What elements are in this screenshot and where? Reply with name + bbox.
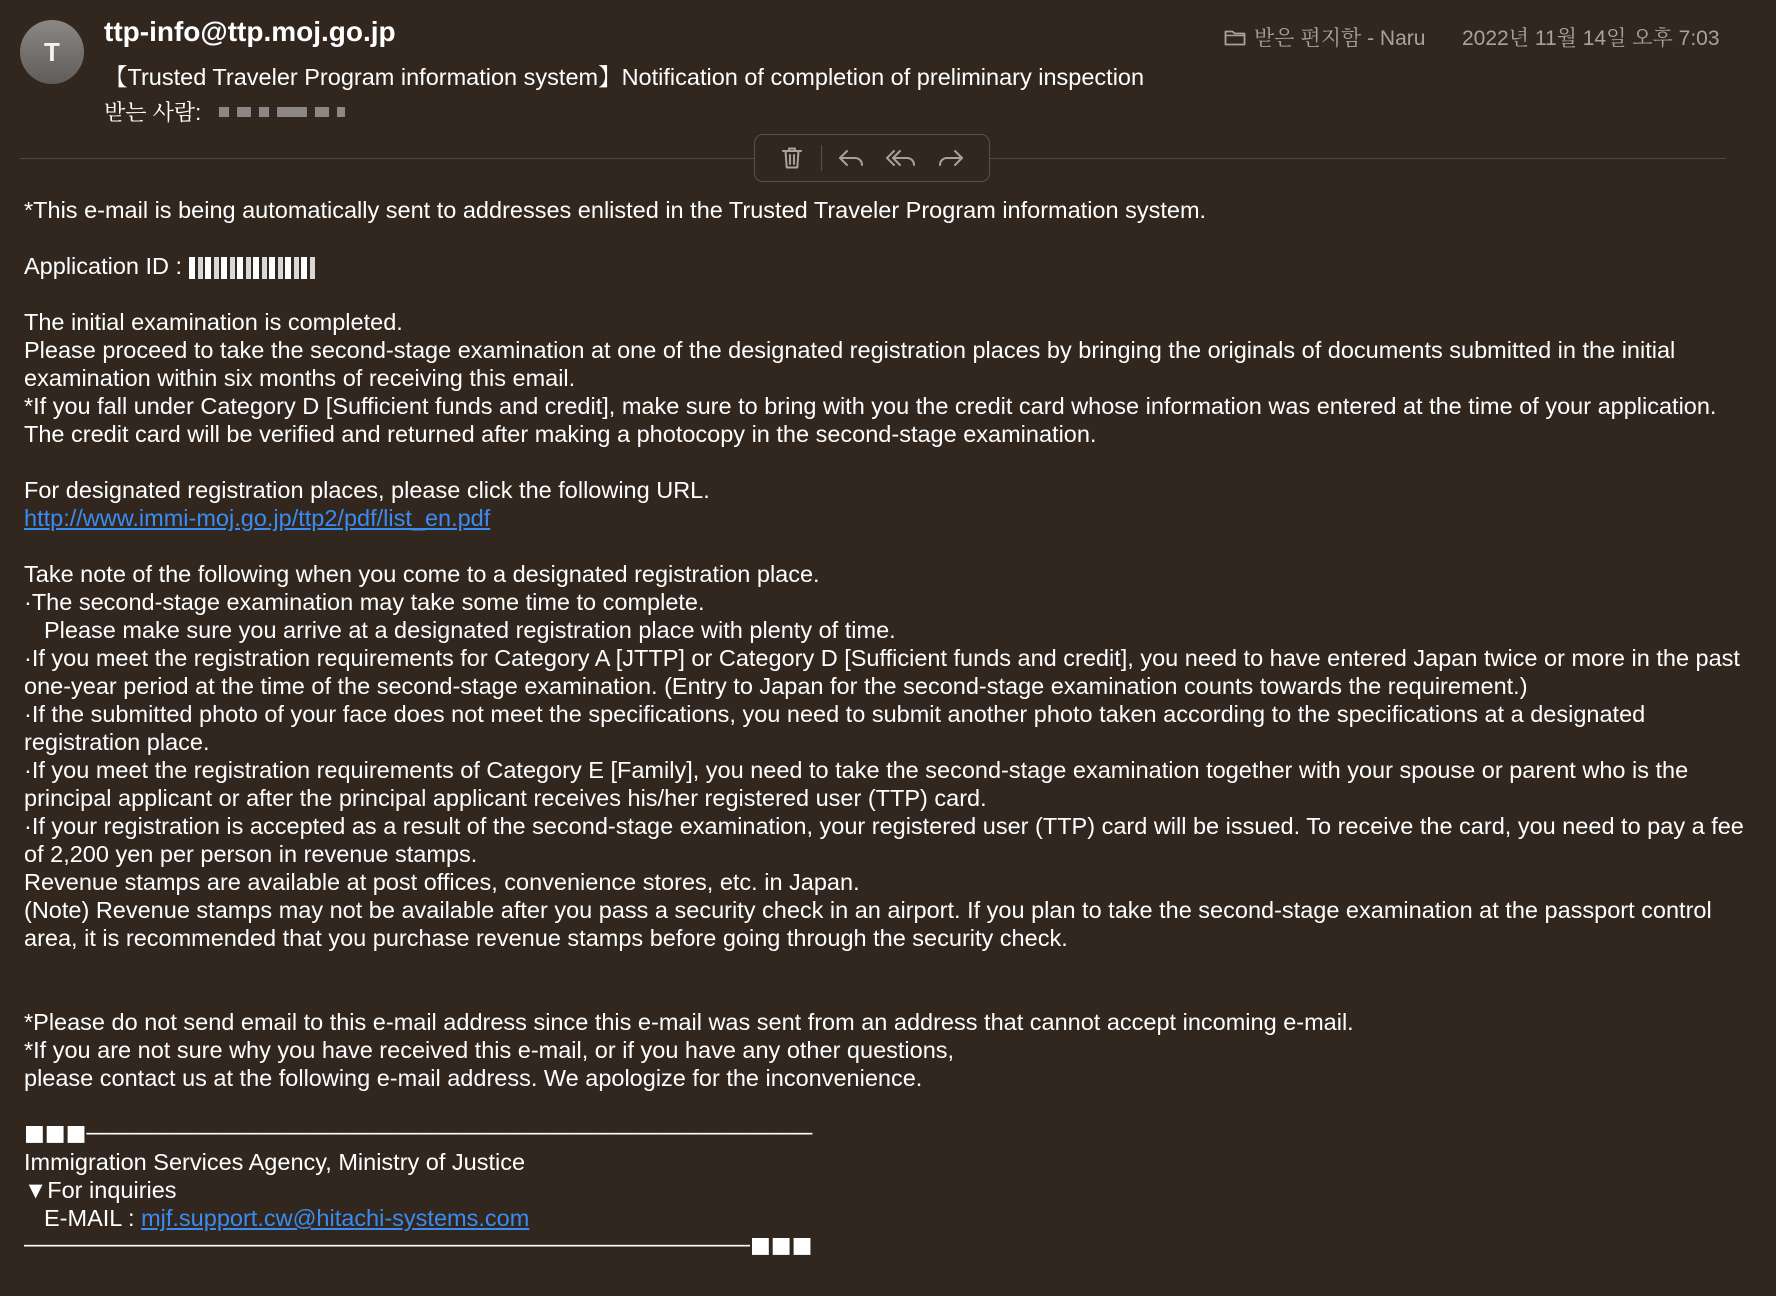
signature-separator-bottom: ―――――――――――――――――――――――――――――――――■■■ [24, 1233, 813, 1258]
proceed-text: Please proceed to take the second-stage examination at one of the designated registration places by bringing the originals of documents submitted in the initial examination within six months of receiving this email. [24, 337, 1676, 391]
note-item: ·If you meet the registration requirements for Category A [JTTP] or Category D [Sufficient funds and credit], you need to have entered Japan twice or more in the past one-year period at the time of the second-stage examination. (Entry to Japan for the second-stage examination counts towards the requirement.) [24, 645, 1740, 699]
reply-all-button[interactable] [876, 138, 926, 178]
message-toolbar [754, 134, 990, 182]
note-item: Revenue stamps are available at post offices, convenience stores, etc. in Japan. [24, 869, 860, 895]
reply-all-icon [885, 147, 917, 169]
note-item: ·If your registration is accepted as a result of the second-stage examination, your registered user (TTP) card will be issued. To receive the card, you need to pay a fee of 2,200 yen per person in revenue stamps. [24, 813, 1744, 867]
mailbox-location [1224, 22, 1425, 52]
trash-icon [781, 146, 803, 170]
redacted-recipients [219, 107, 345, 117]
category-d-text: *If you fall under Category D [Sufficient funds and credit], make sure to bring with you the credit card whose information was entered at the time of your application. The credit card will be verified and returned after making a photocopy in the second-stage examination. [24, 393, 1717, 447]
note-item: (Note) Revenue stamps may not be available after you pass a security check in an airport. If you plan to take the second-stage examination at the passport control area, it is recommended that you purchase revenue stamps before going through the security check. [24, 897, 1712, 951]
toolbar-separator [821, 145, 822, 171]
support-email-row [24, 1204, 1754, 1232]
registration-places-link[interactable]: http://www.immi-moj.go.jp/ttp2/pdf/list_en.pdf [24, 505, 491, 531]
message-date: 2022년 11월 14일 오후 7:03 [1462, 27, 1720, 50]
message-subject: 【Trusted Traveler Program information system】Notification of completion of preliminary inspection [104, 64, 1145, 90]
no-reply-text: *Please do not send email to this e-mail address since this e-mail was sent from an address that cannot accept incoming e-mail. [24, 1009, 1354, 1035]
message-body [24, 196, 1754, 1260]
intro-text: *This e-mail is being automatically sent to addresses enlisted in the Trusted Traveler Program information system. [24, 197, 1207, 223]
forward-icon [937, 147, 965, 169]
note-item: ·If the submitted photo of your face does not meet the specifications, you need to submit another photo taken according to the specifications at a designated registration place. [24, 701, 1646, 755]
inquiries-heading: ▼For inquiries [24, 1177, 177, 1203]
note-intro-text: Take note of the following when you come to a designated registration place. [24, 561, 820, 587]
sender-avatar: T [20, 20, 84, 84]
mailbox-label: 받은 편지함 - Naru [1254, 27, 1426, 50]
note-item: Please make sure you arrive at a designated registration place with plenty of time. [44, 617, 896, 643]
application-id-row [24, 252, 1754, 280]
questions-text: *If you are not sure why you have received this e-mail, or if you have any other questions, [24, 1037, 955, 1063]
folder-icon [1224, 28, 1246, 46]
email-label: E-MAIL : [44, 1205, 135, 1231]
delete-button[interactable] [767, 138, 817, 178]
application-id-label: Application ID : [24, 253, 183, 279]
places-intro-text: For designated registration places, please click the following URL. [24, 477, 710, 503]
agency-name: Immigration Services Agency, Ministry of Justice [24, 1149, 526, 1175]
contact-text: please contact us at the following e-mail address. We apologize for the inconvenience. [24, 1065, 923, 1091]
note-item: ·If you meet the registration requirements of Category E [Family], you need to take the second-stage examination together with your spouse or parent who is the principal applicant or after the principal applicant receives his/her registered user (TTP) card. [24, 757, 1689, 811]
redacted-application-id [189, 257, 317, 279]
recipients-label: 받는 사람: [104, 100, 202, 125]
recipients-row [104, 96, 345, 127]
support-email-link[interactable]: mjf.support.cw@hitachi-systems.com [141, 1205, 530, 1231]
reply-icon [837, 147, 865, 169]
reply-button[interactable] [826, 138, 876, 178]
initial-complete-text: The initial examination is completed. [24, 309, 403, 335]
signature-separator-top: ■■■――――――――――――――――――――――――――――――――― [24, 1121, 813, 1146]
note-item: ·The second-stage examination may take some time to complete. [24, 589, 705, 615]
forward-button[interactable] [926, 138, 976, 178]
sender-address[interactable]: ttp-info@ttp.moj.go.jp [104, 16, 396, 47]
